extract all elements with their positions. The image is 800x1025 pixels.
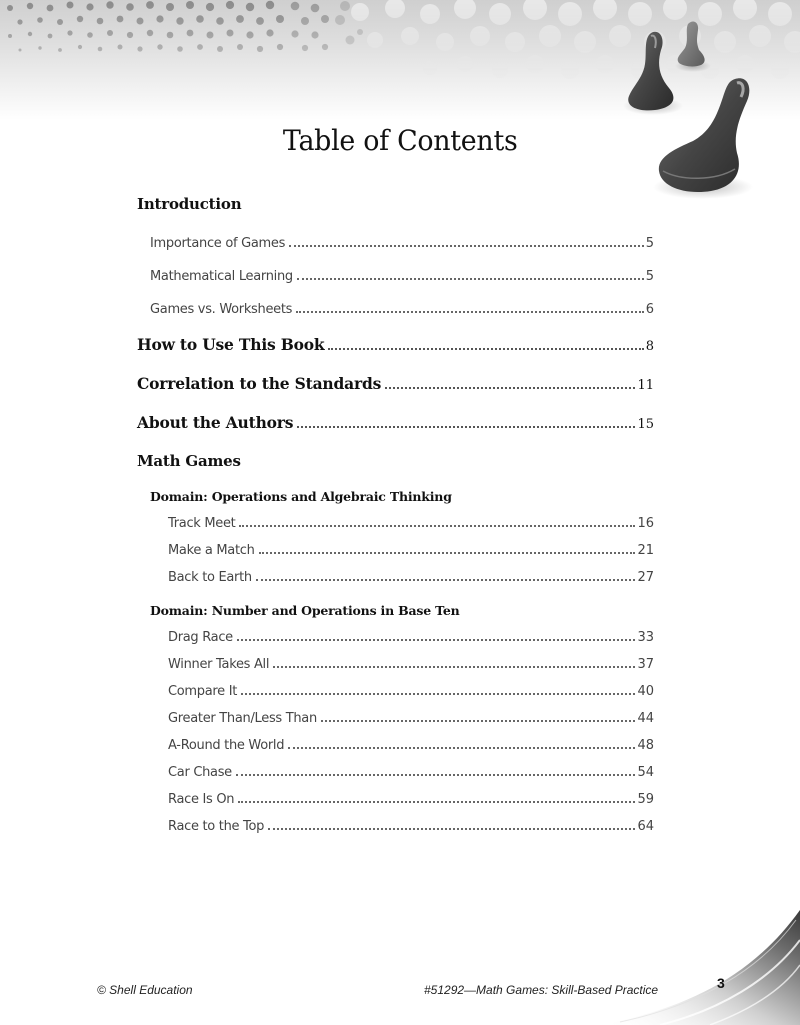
toc-entry[interactable] [168, 655, 654, 672]
toc-entry-label: Car Chase [168, 765, 232, 780]
footer-product-title: #51292—Math Games: Skill-Based Practice [424, 983, 659, 997]
toc-entry-page: 21 [637, 543, 654, 558]
toc-entry[interactable] [168, 628, 654, 645]
toc-entry-page: 54 [637, 765, 654, 780]
toc-entry-label: Winner Takes All [168, 657, 270, 672]
dot-leader [297, 267, 644, 280]
toc-entry-label: Mathematical Learning [150, 269, 293, 284]
dot-leader [241, 682, 635, 695]
toc-entry-page: 15 [637, 416, 654, 432]
toc-entry-page: 5 [645, 269, 654, 284]
toc-entry-page: 8 [645, 338, 654, 354]
dot-leader [268, 817, 635, 830]
page-title: Table of Contents [282, 124, 518, 157]
toc-entry-label: About the Authors [137, 412, 294, 432]
toc-entry-page: 27 [637, 570, 654, 585]
domain-heading: Domain: Number and Operations in Base Ten [150, 603, 460, 618]
toc-entry-page: 37 [637, 657, 654, 672]
toc-entry-label: How to Use This Book [137, 334, 325, 354]
toc-entry-page: 64 [637, 819, 654, 834]
dot-leader [239, 514, 635, 527]
toc-entry-label: A-Round the World [168, 738, 285, 753]
dot-leader [237, 628, 636, 641]
section-heading-introduction: Introduction [137, 195, 242, 213]
dot-leader [236, 763, 636, 776]
toc-entry-label: Race to the Top [168, 819, 265, 834]
toc-entry[interactable] [168, 763, 654, 780]
toc-entry[interactable] [168, 736, 654, 753]
toc-entry-page: 6 [645, 302, 654, 317]
toc-entry-page: 11 [637, 377, 654, 393]
toc-entry-label: Race Is On [168, 792, 235, 807]
toc-entry[interactable] [168, 709, 654, 726]
toc-entry-page: 33 [637, 630, 654, 645]
swoosh-lines-decoration [560, 910, 800, 1025]
dot-leader [288, 736, 635, 749]
toc-entry[interactable] [168, 541, 654, 558]
toc-entry-label: Greater Than/Less Than [168, 711, 317, 726]
toc-entry[interactable] [168, 790, 654, 807]
toc-entry-label: Importance of Games [150, 236, 286, 251]
toc-entry-label: Make a Match [168, 543, 255, 558]
toc-entry[interactable] [168, 568, 654, 585]
toc-entry-label: Track Meet [168, 516, 236, 531]
dot-leader [321, 709, 636, 722]
dot-leader [297, 412, 635, 428]
domain-heading: Domain: Operations and Algebraic Thinking [150, 489, 452, 504]
dot-leader [259, 541, 636, 554]
toc-entry-page: 44 [637, 711, 654, 726]
toc-entry-label: Correlation to the Standards [137, 373, 382, 393]
toc-entry-label: Back to Earth [168, 570, 252, 585]
section-heading-math-games: Math Games [137, 452, 241, 470]
toc-entry[interactable] [168, 817, 654, 834]
dot-leader [238, 790, 635, 803]
toc-entry-page: 40 [637, 684, 654, 699]
toc-entry-label: Compare It [168, 684, 238, 699]
dot-leader [328, 334, 643, 350]
toc-entry[interactable] [150, 234, 654, 251]
toc-entry[interactable] [150, 300, 654, 317]
page-number: 3 [717, 975, 725, 991]
footer-copyright: © Shell Education [97, 983, 193, 997]
dot-leader [385, 373, 635, 389]
toc-entry[interactable] [168, 514, 654, 531]
toc-entry-page: 48 [637, 738, 654, 753]
toc-entry[interactable] [168, 682, 654, 699]
dot-leader [256, 568, 636, 581]
toc-entry-label: Drag Race [168, 630, 233, 645]
toc-entry-page: 5 [645, 236, 654, 251]
dot-leader [273, 655, 635, 668]
toc-main-entry[interactable] [137, 334, 654, 354]
dot-leader [296, 300, 644, 313]
toc-main-entry[interactable] [137, 412, 654, 432]
toc-entry-page: 16 [637, 516, 654, 531]
toc-entry[interactable] [150, 267, 654, 284]
toc-entry-label: Games vs. Worksheets [150, 302, 293, 317]
toc-entry-page: 59 [637, 792, 654, 807]
dot-leader [289, 234, 644, 247]
toc-main-entry[interactable] [137, 373, 654, 393]
